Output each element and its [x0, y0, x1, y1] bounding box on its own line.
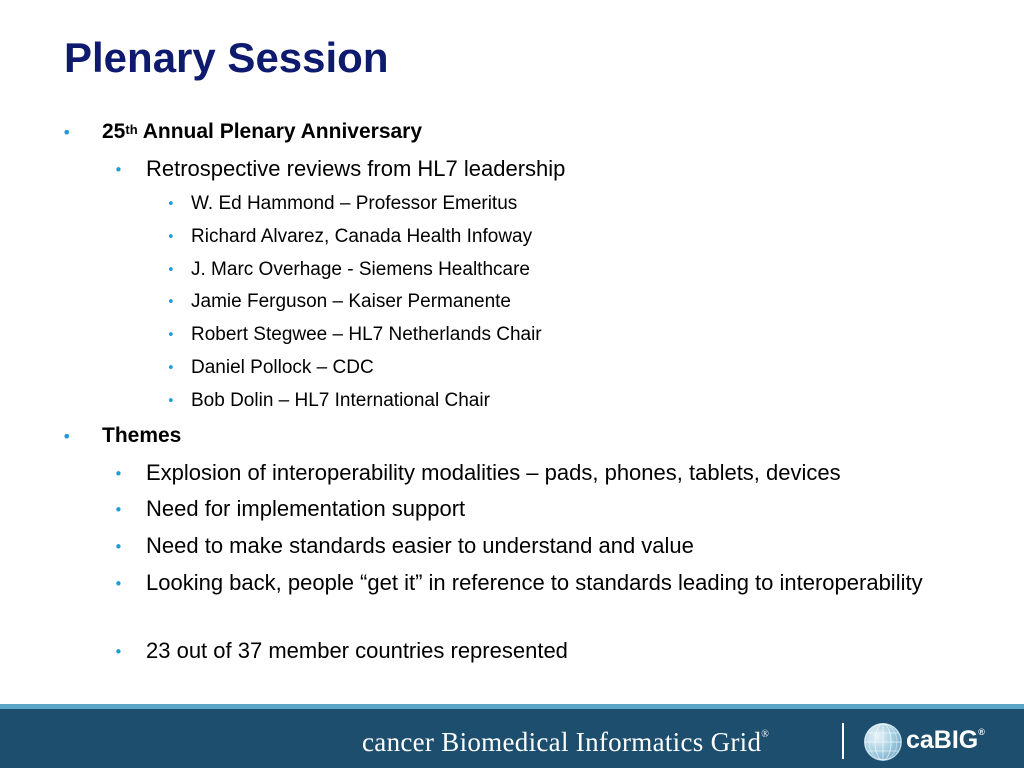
heading-text: Themes — [102, 424, 182, 447]
sub-bullet-text: Retrospective reviews from HL7 leadership — [146, 156, 566, 181]
list-item — [167, 258, 530, 282]
list-item — [114, 459, 841, 487]
bullet-icon: • — [167, 361, 175, 376]
list-item-text: Need for implementation support — [146, 496, 466, 521]
list-item — [167, 356, 374, 380]
list-item-text: W. Ed Hammond – Professor Emeritus — [191, 193, 518, 214]
heading-number: 25 — [102, 120, 126, 143]
slide-title: Plenary Session — [64, 34, 389, 81]
list-item-text: Robert Stegwee – HL7 Netherlands Chair — [191, 324, 542, 345]
list-item-text: Daniel Pollock – CDC — [191, 357, 374, 378]
globe-icon — [864, 723, 902, 761]
bullet-icon: • — [167, 230, 175, 245]
section-heading-themes — [62, 423, 182, 449]
list-item-text: Looking back, people “get it” in reference to standards leading to interoperability — [146, 570, 923, 595]
list-item — [114, 568, 966, 598]
list-item-text: Richard Alvarez, Canada Health Infoway — [191, 226, 533, 247]
bullet-icon: • — [167, 394, 175, 409]
list-item-text: Explosion of interoperability modalities – pads, phones, tablets, devices — [146, 460, 841, 485]
list-item-text: J. Marc Overhage - Siemens Healthcare — [191, 259, 530, 280]
footer-divider — [842, 723, 844, 759]
cabig-logo — [906, 726, 985, 755]
bullet-icon: • — [62, 427, 72, 446]
footer-bar — [0, 704, 1024, 768]
list-item — [167, 323, 542, 347]
heading-ordinal: th — [125, 122, 138, 137]
heading-text: Annual Plenary Anniversary — [137, 120, 423, 143]
bullet-icon: • — [114, 575, 123, 593]
bullet-icon: • — [62, 123, 72, 142]
list-item-text: Jamie Ferguson – Kaiser Permanente — [191, 291, 511, 312]
registered-mark: ® — [761, 729, 770, 740]
bullet-icon: • — [167, 328, 175, 343]
sub-bullet-retrospective — [114, 155, 566, 183]
section-heading-anniversary — [62, 119, 423, 145]
list-item-text: Bob Dolin – HL7 International Chair — [191, 390, 490, 411]
footer-org-text: cancer Biomedical Informatics Grid — [362, 727, 762, 757]
bullet-icon: • — [114, 643, 123, 661]
footer-org-name — [362, 727, 769, 758]
list-item — [114, 532, 694, 560]
list-item — [114, 495, 466, 523]
list-item — [167, 192, 518, 216]
list-item-text: 23 out of 37 member countries represented — [146, 638, 568, 663]
list-item — [167, 290, 511, 314]
bullet-icon: • — [167, 263, 175, 278]
bullet-icon: • — [114, 161, 123, 179]
list-item-text: Need to make standards easier to understand and value — [146, 533, 694, 558]
logo-registered-mark: ® — [978, 727, 985, 737]
list-item — [114, 637, 568, 665]
logo-text: caBIG — [906, 726, 979, 754]
bullet-icon: • — [114, 501, 123, 519]
bullet-icon: • — [167, 197, 175, 212]
bullet-icon: • — [114, 465, 123, 483]
bullet-icon: • — [167, 295, 175, 310]
list-item — [167, 389, 490, 413]
bullet-icon: • — [114, 538, 123, 556]
list-item — [167, 225, 533, 249]
